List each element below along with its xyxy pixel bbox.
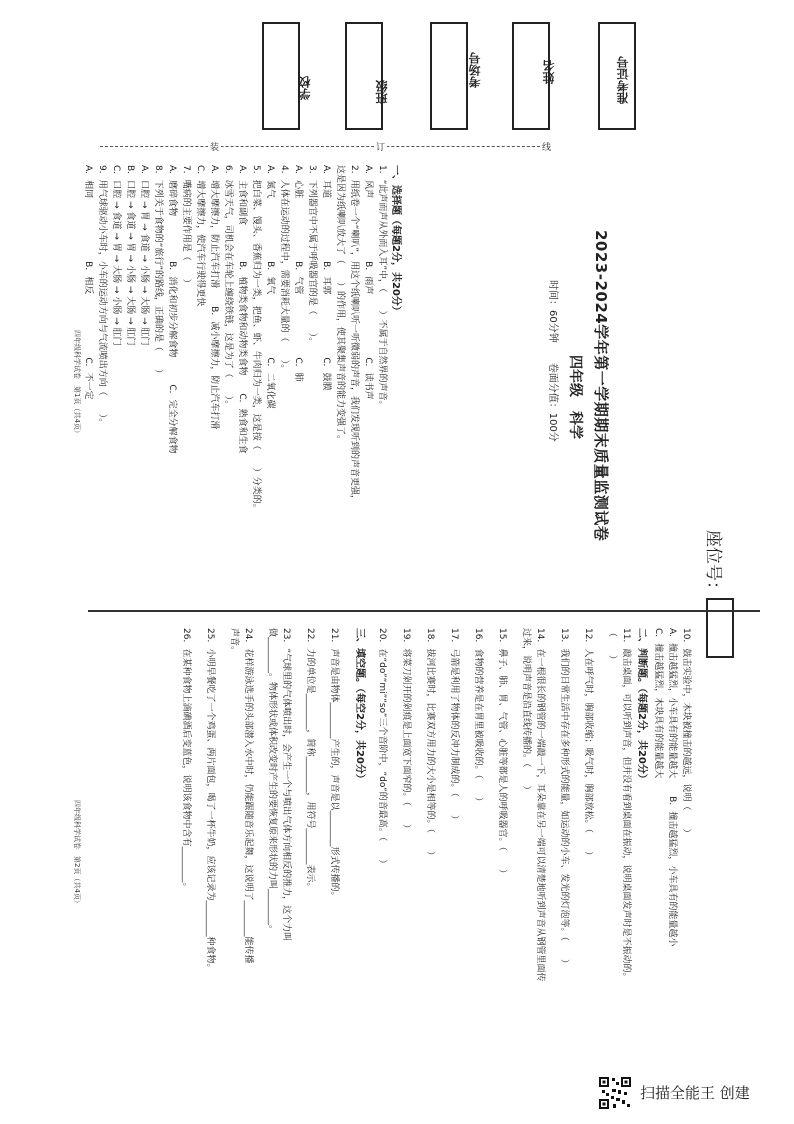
question-line: 20．在“do”“mi”“so”三个音阶中，“do”的音最高。（ ） [377,628,387,869]
question-line: A．主食和副食 B．植物类食物和动物类食物 C．熟食和生食 [237,165,247,454]
seat-label: 座位号： [703,530,723,598]
question-line: 4．人体在运动的过程中，需要消耗大量的（ ）。 [279,165,289,374]
qr-code-icon [598,1076,632,1110]
question-line: 二、判断题。（每题2分，共20分） [636,628,647,784]
question-line: 2．用纸卷一个“喇叭”，用这个纸喇叭听一听微弱的声音，我们发现听到的声音更强， [349,165,359,505]
question-line: 23．“气球里的气体喷出时，会产生一个与喷出气体方向相反的推力，这个力叫 [281,628,291,942]
question-line: 声音。 [229,628,239,656]
question-line: C．撞击越猛烈，木块具有的能量越大 [653,628,663,779]
school-label: 学校 [298,76,312,100]
question-line: A．氮气 B．氧气 C．二氧化碳 [265,165,275,409]
question-line: A．耳道 B．耳郭 C．鼓膜 [321,165,331,391]
question-line: A．相同 B．相反 C．不一定 [83,165,93,400]
class-box [345,22,383,130]
school-box [262,22,300,130]
question-line: 24．花样游泳选手的头部潜入水中时，仍能跟随音乐起舞，这说明了________能传播 [243,628,253,964]
cut-mark: 装 [208,140,221,153]
name-label: 姓名 [542,60,556,84]
question-line: 1．“此声而声从外而入耳”中，（ ）不属于自然界的声音。 [377,165,387,410]
question-line: A．磨碎食物 B．消化和初步分解食物 C．完全分解食物 [167,165,177,454]
question-line: A．撞击越猛烈，小车具有的能量越大 B．撞击越猛烈，小车具有的能量越小 [667,628,677,947]
question-line: C．增大摩擦力，使汽车行驶得更快 [195,165,205,307]
exam-title: 2023-2024学年第一学期期末质量监测试卷 [592,230,610,542]
question-line: C．口腔 → 食道 → 胃 → 大肠 → 小肠 → 肛门 [111,165,121,346]
question-line: 19．将菜刀剁开的剁痕是上面宽下面窄的。（ ） [401,628,411,833]
question-line: 22．力的单位是________，简称________，用符号________表示。 [305,628,315,892]
question-line: 26．在某种食物上滴碘酒后变蓝色，说明该食物中含有________。 [181,628,191,892]
question-line: 10．鼓击实验中，木块被撞击的越远，说明（ ） [681,628,691,838]
question-line: 三、填空题。（每空2分，共20分） [354,628,365,784]
question-line: 12．人在呼气时，胸部收缩；吸气时，胸部放松。（ ） [583,628,593,860]
exam-room-label: 考场号 [468,52,482,88]
page-divider [88,610,760,612]
question-line: 6．冰雪天气，司机会在车轮上缠绕铁链，这是为了（ ）。 [223,165,233,410]
cut-line [100,146,550,147]
question-line: 16．食物的营养是在胃里被吸收的。（ ） [473,628,483,806]
right-page-footer: 四年级科学试卷 第2页（共4页） [73,800,81,907]
question-line: 17．弓箭是利用了物体的反冲力制成的。（ ） [449,628,459,824]
question-line: 8．下列关于食物的“旅行”的路线，正确的是（ ） [153,165,163,379]
class-label: 班级 [375,80,389,104]
left-page-footer: 四年级科学试卷 第1页（共4页） [73,330,81,437]
scanner-brand: 扫描全能王 创建 [640,1084,750,1102]
question-line: 5．把白菜、馒头、香蕉归为一类，把鱼、虾、牛肉归为一类，这是按（ ）分类的。 [251,165,261,513]
question-line: 21．声音是由物体________产生的，声音是以________形式传播的。 [329,628,339,901]
question-line: 13．我们的日常生活中存在多种形式的能量，如运动的小车、发光的灯泡等。（ ） [559,628,569,968]
grade-subject: 四年级 科学 [567,355,583,439]
question-line: A．风声 B．雨声 C．读书声 [363,165,373,400]
question-line: 这是因为纸喇叭放大了（ ）的作用，使其聚集声音的能力变强了。 [335,165,345,445]
question-line: 11．敲击桌面，可以听到声音，但并没有看到桌面在振动，说明桌面发声时是不振动的。 [621,628,631,982]
question-line: A．心脏 B．气管 C．肺 [293,165,303,382]
seat-box [706,598,734,658]
question-line: 过来，说明声音是沿直线传播的。（ ） [521,628,531,795]
question-line: 7．嘴病的主要作用是（ ） [181,165,191,288]
cut-mark: 线 [540,140,553,153]
cut-mark: 订 [374,140,387,153]
question-line: 3．下列器官中不属于呼吸器官的是（ ）。 [307,165,317,347]
question-line: A．增大摩擦力，防止汽车打滑 B．减小摩擦力，防止汽车打滑 [209,165,219,430]
question-line: A．口腔 → 胃 → 食道 → 小肠 → 大肠 → 肛门 [139,165,149,346]
exam-number-label: 准考证号 [616,56,630,104]
question-line: B．口腔 → 食道 → 胃 → 小肠 → 大肠 → 肛门 [125,165,135,346]
question-line: 做________。物体形状或体积改变时产生的要恢复原来形状的力叫________。 [267,628,277,935]
exam-meta: 时间：60分钟 卷面分值：100分 [547,280,558,442]
question-line: 15．鼻子、肺、胃、气管、心脏等都是人的呼吸器官。（ ） [497,628,507,878]
question-line: （ ） [607,628,617,665]
exam-room-box [430,22,468,130]
question-line: 18．拔河比赛时，比赛双方用力的大小是相等的。（ ） [425,628,435,860]
question-line: 9．用气球驱动小车时，小车的运动方向与气流喷出方向（ ）。 [97,165,107,428]
question-line: 一、选择题（每题2分，共20分） [390,165,401,316]
question-line: 14．在一根很长的钢管的一端敲一下，耳朵靠在另一端可以清楚地听到声音从钢管里面传 [535,628,545,982]
question-line: 25．小明早餐吃了一个鸡蛋、两片面包，喝了一杯牛奶，应该记录为________种食物。 [205,628,215,973]
